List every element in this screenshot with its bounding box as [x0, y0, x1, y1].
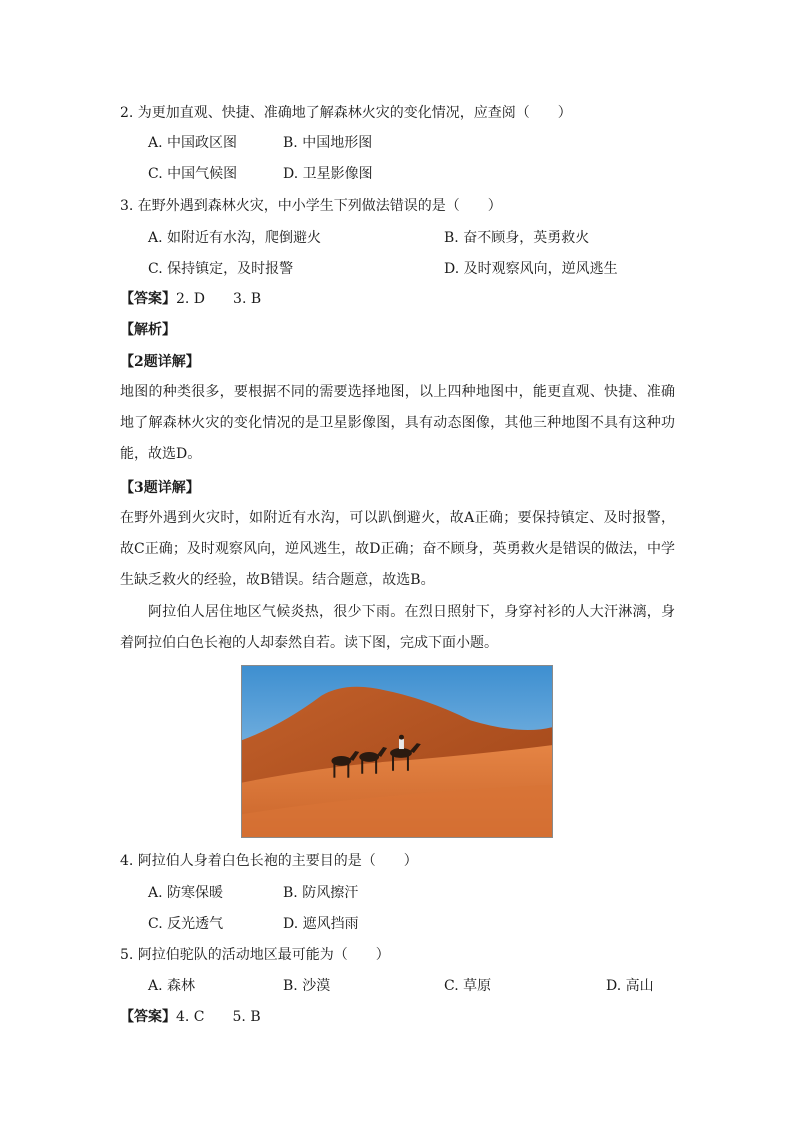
q2-option-a: A. 中国政区图 [148, 135, 238, 151]
q4-option-d: D. 遮风挡雨 [283, 916, 359, 932]
q3-stem: 3. 在野外遇到森林火灾，中小学生下列做法错误的是（ ） [120, 198, 502, 214]
q5-stem: 5. 阿拉伯驼队的活动地区最可能为（ ） [120, 947, 390, 963]
answer-line-1 [120, 289, 261, 309]
desert-camel-photo [241, 665, 553, 838]
analysis-label: 【解析】 [120, 322, 176, 338]
answer-label: 【答案】 [120, 291, 176, 307]
q5-option-d: D. 高山 [606, 978, 654, 994]
q2-option-d: D. 卫星影像图 [283, 166, 373, 182]
q3-option-b: B. 奋不顾身，英勇救火 [444, 230, 590, 246]
intro-paragraph: 阿拉伯人居住地区气候炎热，很少下雨。在烈日照射下，身穿衬衫的人大汗淋漓，身着阿拉伯白色长袍的人却泰然自若。读下图，完成下面小题。 [120, 604, 675, 651]
q4-option-c: C. 反光透气 [148, 916, 224, 932]
q5-option-b: B. 沙漠 [283, 978, 331, 994]
q4-option-a: A. 防寒保暖 [148, 885, 224, 901]
answer-text-2: 4. C 5. B [176, 1009, 261, 1025]
q3-option-d: D. 及时观察风向，逆风逃生 [444, 261, 618, 277]
answer-label-2: 【答案】 [120, 1009, 176, 1025]
answer-text: 2. D 3. B [176, 291, 262, 307]
detail3-label: 【3题详解】 [120, 480, 200, 496]
detail2-text: 地图的种类很多，要根据不同的需要选择地图，以上四种地图中，能更直观、快捷、准确地了解森林火灾的变化情况的是卫星影像图，具有动态图像，其他三种地图不具有这种功能，故选D。 [120, 384, 675, 462]
q2-option-b: B. 中国地形图 [283, 135, 373, 151]
q3-option-a: A. 如附近有水沟，爬倒避火 [148, 230, 322, 246]
q5-option-c: C. 草原 [444, 978, 492, 994]
q2-option-c: C. 中国气候图 [148, 166, 238, 182]
q2-stem: 2. 为更加直观、快捷、准确地了解森林火灾的变化情况，应查阅（ ） [120, 105, 572, 121]
q4-option-b: B. 防风擦汗 [283, 885, 359, 901]
answer-line-2 [120, 1007, 261, 1027]
q5-option-a: A. 森林 [148, 978, 196, 994]
detail3-text: 在野外遇到火灾时，如附近有水沟，可以趴倒避火，故A正确；要保持镇定、及时报警，故C正确；及时观察风向，逆风逃生，故D正确；奋不顾身，英勇救火是错误的做法，中学生缺乏救火的经验，故B错误。结合题意，故选B。 [120, 510, 675, 588]
q3-option-c: C. 保持镇定，及时报警 [148, 261, 294, 277]
q4-stem: 4. 阿拉伯人身着白色长袍的主要目的是（ ） [120, 853, 418, 869]
detail2-label: 【2题详解】 [120, 354, 200, 370]
desert-scene-illustration [242, 666, 552, 837]
